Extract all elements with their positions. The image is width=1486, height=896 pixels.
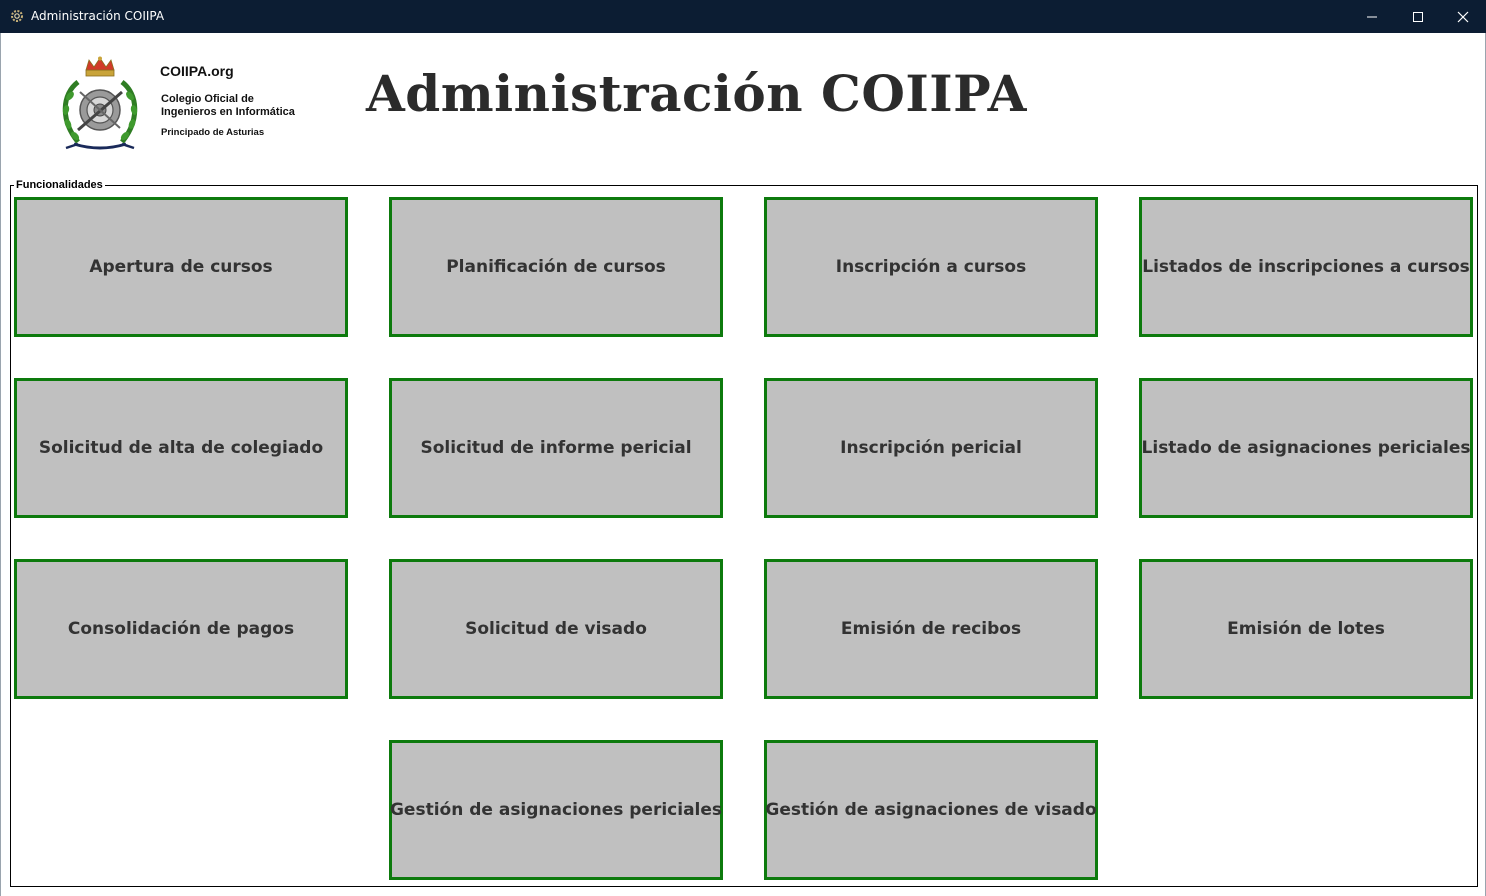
gestion-asignaciones-visado-button[interactable]: Gestión de asignaciones de visado: [764, 740, 1098, 880]
consolidacion-pagos-button[interactable]: Consolidación de pagos: [14, 559, 348, 699]
app-title: Administración COIIPA: [366, 64, 1027, 123]
window-title: Administración COIIPA: [31, 9, 165, 23]
functionalities-group-label: Funcionalidades: [16, 179, 103, 191]
org-name: COIIPA.org: [160, 63, 234, 79]
window-titlebar: [0, 0, 1486, 33]
minimize-icon: [1366, 11, 1378, 23]
informe-pericial-button[interactable]: Solicitud de informe pericial: [389, 378, 723, 518]
org-description-line1: Colegio Oficial de: [161, 93, 254, 105]
gestion-asignaciones-periciales-button[interactable]: Gestión de asignaciones periciales: [389, 740, 723, 880]
planificacion-cursos-button[interactable]: Planificación de cursos: [389, 197, 723, 337]
inscripcion-cursos-button[interactable]: Inscripción a cursos: [764, 197, 1098, 337]
minimize-button[interactable]: [1349, 0, 1395, 33]
app-gear-icon: [10, 9, 24, 23]
listados-inscripciones-button[interactable]: Listados de inscripciones a cursos: [1139, 197, 1473, 337]
emision-recibos-button[interactable]: Emisión de recibos: [764, 559, 1098, 699]
org-description-line2: Ingenieros en Informática: [161, 106, 295, 118]
maximize-button[interactable]: [1395, 0, 1441, 33]
apertura-cursos-button[interactable]: Apertura de cursos: [14, 197, 348, 337]
listado-asignaciones-periciales-button[interactable]: Listado de asignaciones periciales: [1139, 378, 1473, 518]
coiipa-crest-logo: [56, 56, 144, 154]
solicitud-visado-button[interactable]: Solicitud de visado: [389, 559, 723, 699]
emision-lotes-button[interactable]: Emisión de lotes: [1139, 559, 1473, 699]
alta-colegiado-button[interactable]: Solicitud de alta de colegiado: [14, 378, 348, 518]
close-button[interactable]: [1440, 0, 1486, 33]
inscripcion-pericial-button[interactable]: Inscripción pericial: [764, 378, 1098, 518]
maximize-icon: [1412, 11, 1424, 23]
close-icon: [1457, 11, 1469, 23]
org-region: Principado de Asturias: [161, 127, 265, 138]
